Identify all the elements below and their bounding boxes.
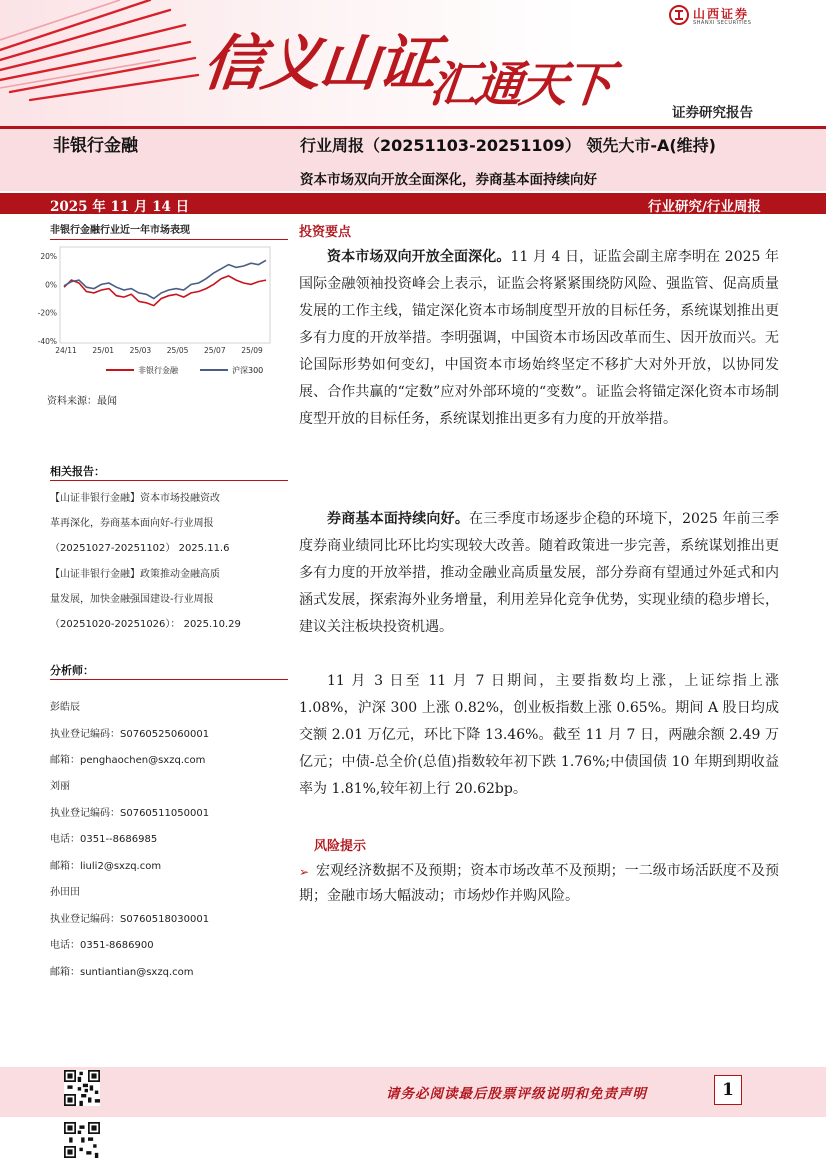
related-report-line[interactable]: 革再深化，券商基本面向好-行业周报 xyxy=(50,518,214,529)
x-tick-label: 25/03 xyxy=(129,346,152,355)
investment-highlights-heading: 投资要点 xyxy=(299,225,352,240)
paragraph-1-body: 11 月 4 日，证监会副主席李明在 2025 年国际金融领袖投资峰会上表示，证监会将紧紧围绕防风险、强监管、促高质量发展的工作主线，锚定深化资本市场制度型开放的目标任务，系统谋划推出更多有力度的开放举措。李明强调，中国资本市场因改革而生、因开放而兴。无论国际形势如何变幻，中国资本市场始终坚定不移扩大对外开放，以协同发展、合作共赢的“定数”应对外部环境的“变数”。证监会将锚定深化资本市场制度型开放的目标任务，系统谋划推出更多有力度的开放举措。 xyxy=(299,249,779,427)
y-tick-label: 20% xyxy=(40,252,57,262)
report-date: 2025 年 11 月 14 日 xyxy=(50,199,190,215)
report-type: 证券研究报告 xyxy=(672,105,753,121)
analyst-email[interactable]: 邮箱：suntiantian@sxzq.com xyxy=(50,967,194,978)
related-report-line[interactable]: （20251020-20251026）： 2025.10.29 xyxy=(50,619,241,630)
divider xyxy=(50,480,288,481)
bullet-arrow-icon: ➢ xyxy=(299,865,310,879)
paragraph-2-body: 在三季度市场逐步企稳的环境下，2025 年前三季度券商业绩同比环比均实现较大改善。随着政策进一步完善，系统谋划推出更多有力度的开放举措，推动金融业高质量发展，部分券商有望通过外延式和内涵式发展，探索海外业务增量，利用差异化竞争优势，实现业绩的稳步增长，建议关注板块投资机遇。 xyxy=(299,511,780,635)
report-category: 行业研究/行业周报 xyxy=(648,199,761,215)
performance-chart xyxy=(37,247,276,383)
slogan-part-a: 信义山证 xyxy=(199,29,440,99)
related-reports-heading: 相关报告： xyxy=(50,465,105,478)
qr-code-icon[interactable] xyxy=(64,1070,100,1106)
analyst-email[interactable]: 邮箱：penghaochen@sxzq.com xyxy=(50,755,206,766)
slogan-part-b: 汇通天下 xyxy=(426,57,613,113)
analyst-phone: 电话：0351-8686900 xyxy=(50,940,154,951)
analyst-phone: 电话：0351--8686985 xyxy=(50,834,158,845)
analyst-name: 孙田田 xyxy=(50,887,80,898)
analysts-heading: 分析师： xyxy=(50,664,94,677)
paragraph-2 xyxy=(299,506,779,641)
brand-name-en: SHANXI SECURITIES xyxy=(693,20,752,26)
analyst-name: 彭皓辰 xyxy=(50,702,80,713)
analyst-reg-code: 执业登记编码：S0760511050001 xyxy=(50,808,210,819)
risk-heading: 风险提示 xyxy=(314,839,367,854)
brand-logo-icon xyxy=(669,5,689,25)
chart-source: 资料来源：最闻 xyxy=(47,396,117,407)
related-report-line[interactable]: 量发展，加快金融强国建设-行业周报 xyxy=(50,594,214,605)
decorative-rays xyxy=(0,0,200,100)
y-tick-label: -40% xyxy=(37,337,57,346)
paragraph-3: 11 月 3 日至 11 月 7 日期间，主要指数均上涨，上证综指上涨 1.08%，沪深 300 上涨 0.82%，创业板指数上涨 0.65%。期间 A 股日均成交额 2.01 万亿元，环比下降 13.46%。截至 11 月 7 日，两融余额 2.49 万亿元；中债-总全价(总值)指数较年初下跌 1.76%;中债国债 10 年期到期收益率为 1.81%,较年初上行 20.62bp。 xyxy=(299,673,779,797)
related-report-line[interactable]: 【山证非银行金融】资本市场投融资改 xyxy=(50,493,220,504)
chart-plot-frame xyxy=(60,247,270,343)
brand-name: 山西证券 xyxy=(693,7,750,21)
disclaimer-notice[interactable]: 请务必阅读最后股票评级说明和免责声明 xyxy=(386,1086,647,1102)
paragraph-1 xyxy=(299,244,779,433)
x-tick-label: 25/07 xyxy=(203,346,226,355)
related-report-line[interactable]: 【山证非银行金融】政策推动金融高质 xyxy=(50,569,220,580)
qr-code-icon[interactable] xyxy=(64,1122,100,1158)
x-tick-label: 25/09 xyxy=(241,346,263,355)
page-number: 1 xyxy=(714,1075,742,1105)
x-tick-label: 25/05 xyxy=(166,346,189,355)
paragraph-2-lead: 券商基本面持续向好。 xyxy=(327,511,470,527)
legend-label: 非银行金融 xyxy=(138,366,178,375)
report-subtitle: 资本市场双向开放全面深化，券商基本面持续向好 xyxy=(300,172,597,188)
sector-name: 非银行金融 xyxy=(53,136,138,156)
risk-text: 宏观经济数据不及预期；资本市场改革不及预期；一二级市场活跃度不及预期；金融市场大幅波动；市场炒作并购风险。 xyxy=(299,863,779,904)
x-tick-label: 24/11 xyxy=(55,346,77,355)
report-title: 行业周报（20251103-20251109） 领先大市-A(维持) xyxy=(300,136,716,155)
x-tick-label: 25/01 xyxy=(92,346,115,355)
analyst-email[interactable]: 邮箱：liuli2@sxzq.com xyxy=(50,861,162,872)
related-report-line[interactable]: （20251027-20251102） 2025.11.6 xyxy=(50,543,230,554)
divider xyxy=(50,679,288,680)
y-tick-label: -20% xyxy=(37,308,57,318)
paragraph-1-lead: 资本市场双向开放全面深化。 xyxy=(327,249,511,265)
legend-label: 沪深300 xyxy=(232,366,264,375)
y-tick-label: 0% xyxy=(45,280,57,290)
chart-title: 非银行金融行业近一年市场表现 xyxy=(50,221,288,240)
analyst-reg-code: 执业登记编码：S0760518030001 xyxy=(50,914,210,925)
analyst-name: 刘丽 xyxy=(50,781,70,792)
analyst-reg-code: 执业登记编码：S0760525060001 xyxy=(50,729,210,740)
